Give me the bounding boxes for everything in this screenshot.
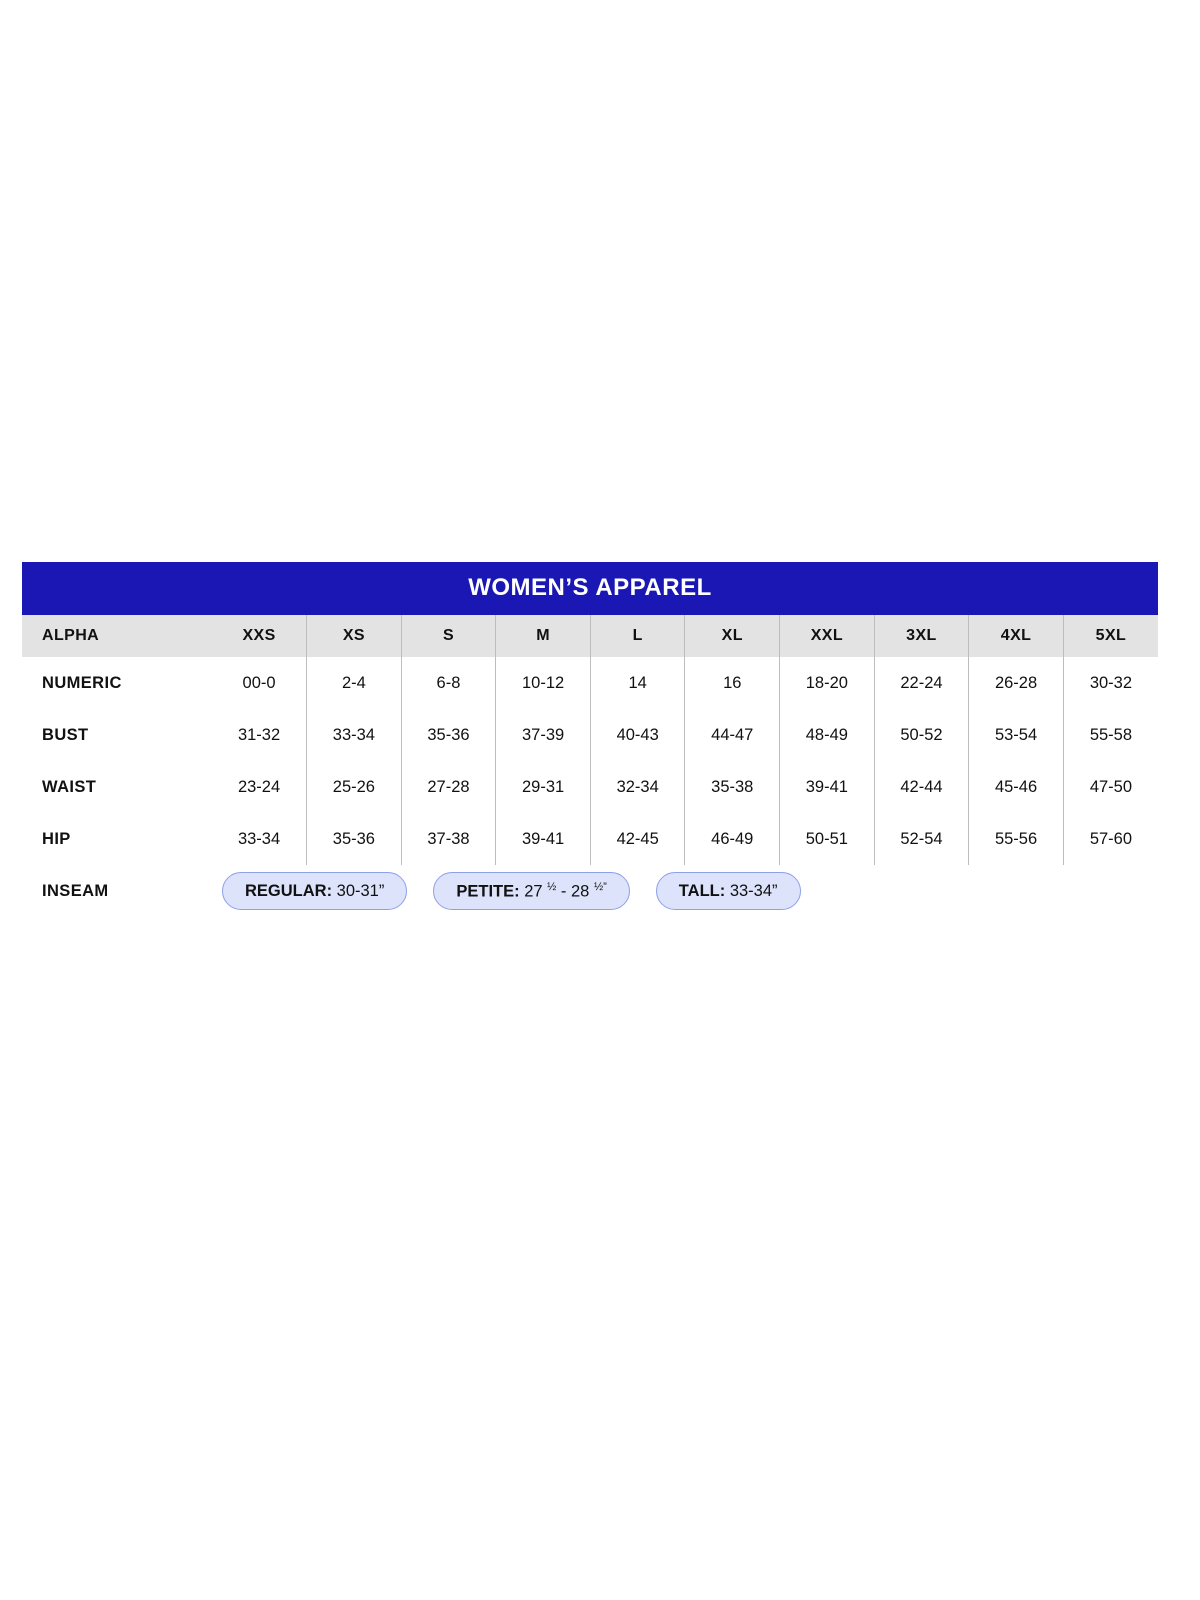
row-label-numeric: NUMERIC xyxy=(42,673,122,692)
cell-waist-5xl: 47-50 xyxy=(1063,761,1158,813)
cell-waist-xl: 35-38 xyxy=(685,761,780,813)
cell-hip-4xl: 55-56 xyxy=(969,813,1064,865)
table-row-hip xyxy=(22,813,1158,865)
cell-waist-4xl: 45-46 xyxy=(969,761,1064,813)
cell-waist-s: 27-28 xyxy=(401,761,496,813)
cell-numeric-xxs: 00-0 xyxy=(242,673,276,692)
table-row-inseam xyxy=(22,865,1158,917)
cell-hip-xxl: 50-51 xyxy=(780,813,875,865)
size-chart-table xyxy=(22,615,1158,917)
table-row-bust xyxy=(22,709,1158,761)
cell-hip-l: 42-45 xyxy=(590,813,685,865)
chart-title: WOMEN’S APPAREL xyxy=(22,562,1158,615)
cell-hip-s: 37-38 xyxy=(401,813,496,865)
table-row-waist xyxy=(22,761,1158,813)
cell-numeric-xl: 16 xyxy=(685,657,780,709)
inseam-options-cell xyxy=(212,865,1158,917)
cell-waist-m: 29-31 xyxy=(496,761,591,813)
cell-numeric-m: 10-12 xyxy=(496,657,591,709)
header-size-l: L xyxy=(590,615,685,657)
header-size-xs: XS xyxy=(307,615,402,657)
cell-bust-5xl: 55-58 xyxy=(1063,709,1158,761)
header-size-s: S xyxy=(401,615,496,657)
cell-waist-3xl: 42-44 xyxy=(874,761,969,813)
header-alpha-label: ALPHA xyxy=(42,627,100,644)
cell-numeric-xs: 2-4 xyxy=(307,657,402,709)
inseam-pill-tall[interactable] xyxy=(656,872,801,910)
header-size-4xl: 4XL xyxy=(969,615,1064,657)
cell-bust-xl: 44-47 xyxy=(685,709,780,761)
size-chart xyxy=(22,562,1158,917)
cell-hip-3xl: 52-54 xyxy=(874,813,969,865)
cell-bust-xxl: 48-49 xyxy=(780,709,875,761)
cell-bust-xxs: 31-32 xyxy=(237,725,281,744)
cell-numeric-l: 14 xyxy=(590,657,685,709)
inseam-pill-petite-label: PETITE: 27 $^{\frac{1}{2}}$ - 28 $^{\frac{1}{2}”}$ xyxy=(456,880,607,901)
cell-numeric-xxl: 18-20 xyxy=(780,657,875,709)
cell-numeric-3xl: 22-24 xyxy=(874,657,969,709)
cell-bust-3xl: 50-52 xyxy=(874,709,969,761)
cell-bust-m: 37-39 xyxy=(496,709,591,761)
inseam-pill-regular-label: REGULAR: 30-31” xyxy=(245,881,385,900)
cell-bust-l: 40-43 xyxy=(590,709,685,761)
row-label-waist: WAIST xyxy=(42,777,97,796)
cell-waist-xs: 25-26 xyxy=(307,761,402,813)
table-row-numeric xyxy=(22,657,1158,709)
cell-bust-4xl: 53-54 xyxy=(969,709,1064,761)
cell-hip-xxs: 33-34 xyxy=(237,829,281,848)
cell-numeric-5xl: 30-32 xyxy=(1063,657,1158,709)
cell-waist-xxl: 39-41 xyxy=(780,761,875,813)
header-size-xxs: XXS xyxy=(242,627,276,644)
inseam-pill-petite[interactable] xyxy=(433,872,629,910)
inseam-pill-group xyxy=(212,872,1158,910)
inseam-pill-tall-label: TALL: 33-34” xyxy=(678,881,778,900)
row-label-bust: BUST xyxy=(42,725,89,744)
cell-bust-s: 35-36 xyxy=(401,709,496,761)
cell-hip-xl: 46-49 xyxy=(685,813,780,865)
cell-hip-xs: 35-36 xyxy=(307,813,402,865)
table-header-row xyxy=(22,615,1158,657)
cell-numeric-4xl: 26-28 xyxy=(969,657,1064,709)
header-size-m: M xyxy=(496,615,591,657)
cell-waist-xxs: 23-24 xyxy=(237,777,281,796)
row-label-hip: HIP xyxy=(42,829,71,848)
cell-numeric-s: 6-8 xyxy=(401,657,496,709)
header-size-5xl: 5XL xyxy=(1063,615,1158,657)
header-size-xl: XL xyxy=(685,615,780,657)
header-size-3xl: 3XL xyxy=(874,615,969,657)
cell-bust-xs: 33-34 xyxy=(307,709,402,761)
cell-hip-5xl: 57-60 xyxy=(1063,813,1158,865)
inseam-pill-regular[interactable] xyxy=(222,872,407,910)
cell-waist-l: 32-34 xyxy=(590,761,685,813)
row-label-inseam: INSEAM xyxy=(42,881,109,900)
cell-hip-m: 39-41 xyxy=(496,813,591,865)
header-size-xxl: XXL xyxy=(780,615,875,657)
